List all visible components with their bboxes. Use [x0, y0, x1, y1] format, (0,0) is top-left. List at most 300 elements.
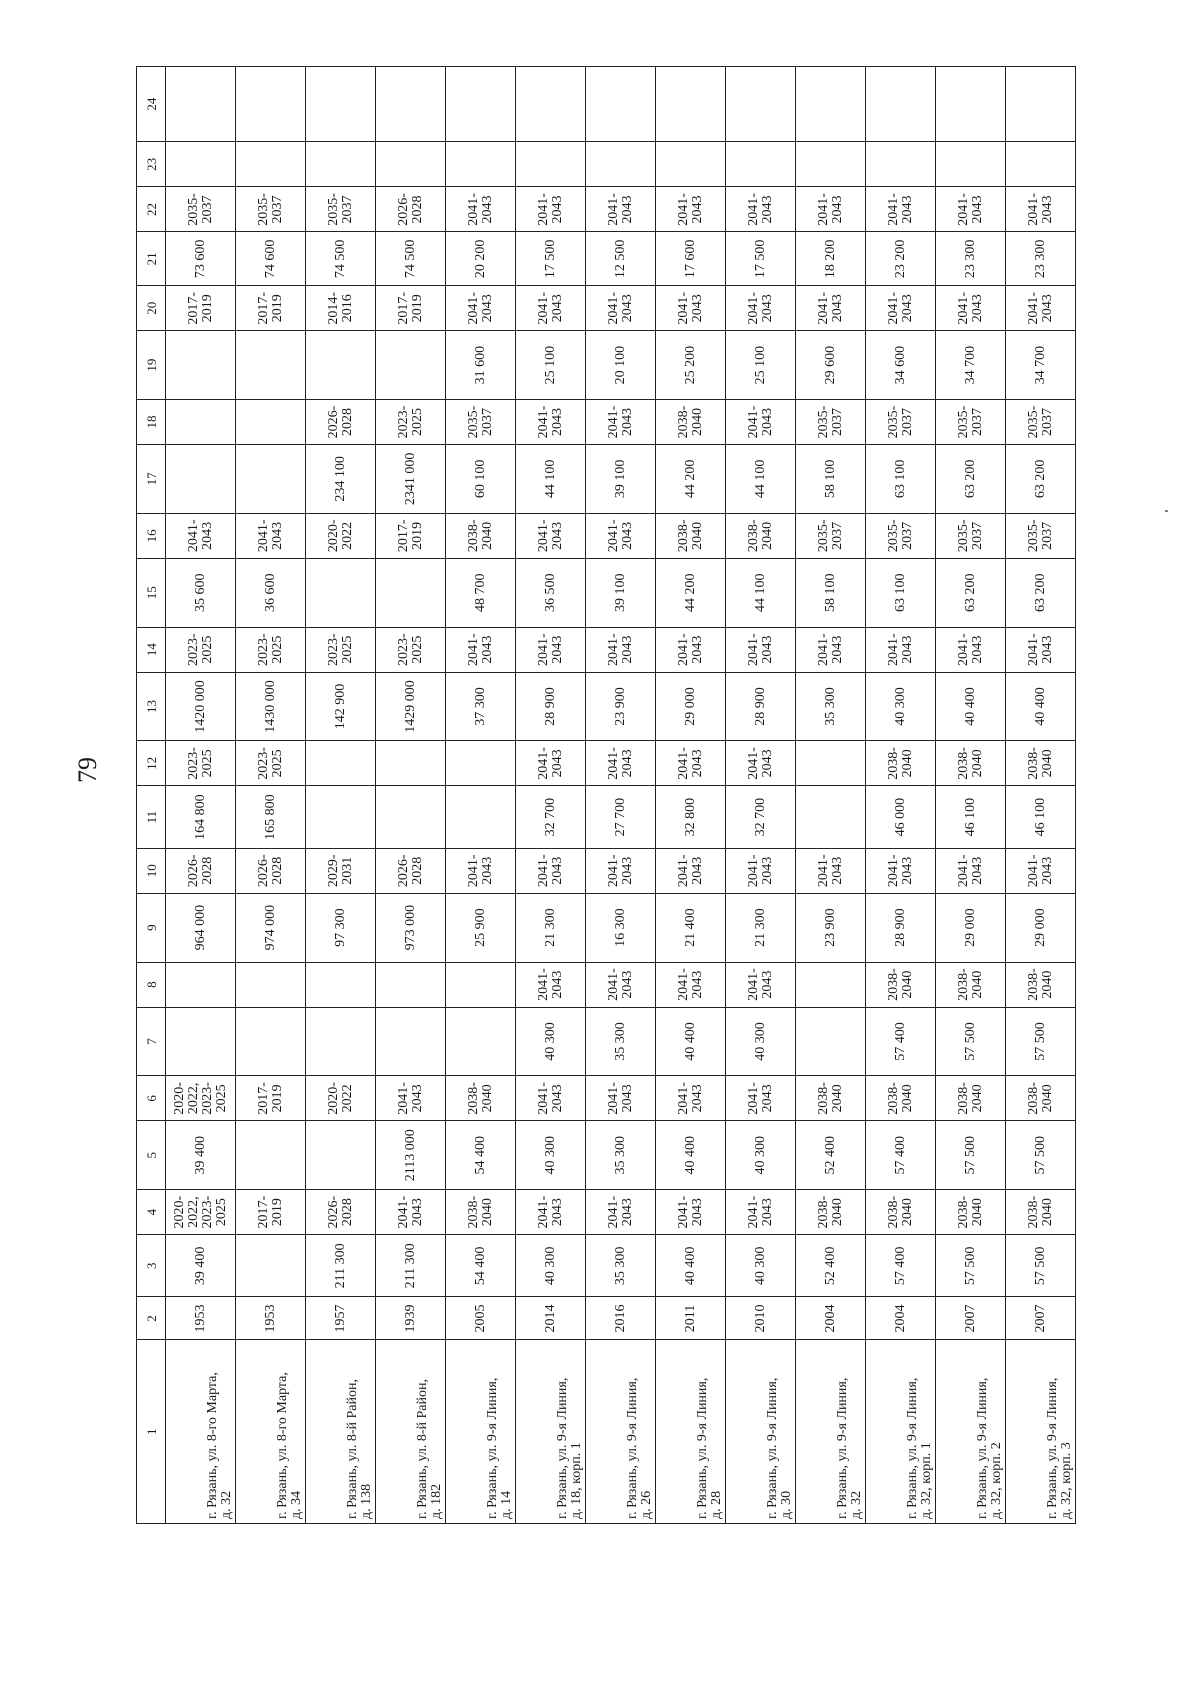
- table-cell: 28 900: [866, 893, 936, 962]
- table-cell: 2041- 2043: [516, 962, 586, 1007]
- table-cell: 2041- 2043: [586, 741, 656, 786]
- address-cell: г. Рязань, ул. 9-я Линия, д. 14: [446, 1340, 516, 1524]
- table-cell: 2035- 2037: [306, 187, 376, 232]
- table-cell: 40 300: [516, 1235, 586, 1297]
- table-cell: [166, 962, 236, 1007]
- table-cell: 2041- 2043: [1006, 286, 1076, 331]
- table-cell: [376, 67, 446, 142]
- table-cell: 2041- 2043: [516, 187, 586, 232]
- table-cell: 2023- 2025: [376, 399, 446, 444]
- table-cell: 21 300: [516, 893, 586, 962]
- table-cell: 2014- 2016: [306, 286, 376, 331]
- table-cell: 234 100: [306, 445, 376, 514]
- table-cell: 52 400: [796, 1121, 866, 1190]
- table-cell: 2035- 2037: [1006, 513, 1076, 558]
- table-cell: [796, 1007, 866, 1076]
- table-cell: 2026- 2028: [376, 187, 446, 232]
- table-cell: 36 500: [516, 558, 586, 627]
- table-cell: 2041- 2043: [656, 1076, 726, 1121]
- table-cell: 44 200: [656, 445, 726, 514]
- column-number-header: 23: [137, 142, 166, 187]
- table-cell: 2038- 2040: [1006, 962, 1076, 1007]
- table-cell: 2041- 2043: [516, 627, 586, 672]
- table-cell: [166, 331, 236, 400]
- table-cell: 34 700: [1006, 331, 1076, 400]
- table-cell: 2041- 2043: [656, 741, 726, 786]
- table-cell: 46 100: [1006, 786, 1076, 848]
- column-number-header: 11: [137, 786, 166, 848]
- table-cell: [796, 142, 866, 187]
- table-cell: 40 300: [726, 1121, 796, 1190]
- address-cell: г. Рязань, ул. 9-я Линия, д. 18, корп. 1: [516, 1340, 586, 1524]
- table-cell: 2041- 2043: [936, 286, 1006, 331]
- table-cell: [376, 1007, 446, 1076]
- table-cell: 2041- 2043: [1006, 187, 1076, 232]
- table-cell: 40 400: [936, 672, 1006, 741]
- table-cell: 40 400: [656, 1235, 726, 1297]
- table-cell: [236, 142, 306, 187]
- table-cell: 20 100: [586, 331, 656, 400]
- table-row: [516, 67, 586, 1524]
- table-cell: [936, 67, 1006, 142]
- table-cell: [306, 331, 376, 400]
- table-cell: 2041- 2043: [586, 627, 656, 672]
- table-cell: 2023- 2025: [236, 627, 306, 672]
- table-cell: [656, 67, 726, 142]
- table-cell: 2041- 2043: [936, 848, 1006, 893]
- table-cell: 2026- 2028: [236, 848, 306, 893]
- column-number-header: 16: [137, 513, 166, 558]
- table-cell: 2035- 2037: [1006, 399, 1076, 444]
- table-cell: 31 600: [446, 331, 516, 400]
- table-cell: 44 100: [726, 445, 796, 514]
- table-cell: 2035- 2037: [936, 513, 1006, 558]
- table-cell: 2041- 2043: [446, 627, 516, 672]
- table-cell: 40 300: [516, 1121, 586, 1190]
- table-cell: [166, 399, 236, 444]
- scan-speck: [1165, 510, 1168, 512]
- table-cell: 2007: [936, 1297, 1006, 1340]
- table-cell: 44 200: [656, 558, 726, 627]
- address-cell: г. Рязань, ул. 9-я Линия, д. 32, корп. 2: [936, 1340, 1006, 1524]
- table-cell: 63 100: [866, 445, 936, 514]
- table-cell: 27 700: [586, 786, 656, 848]
- table-cell: 36 600: [236, 558, 306, 627]
- table-cell: 2017- 2019: [236, 286, 306, 331]
- housing-repair-table: [136, 66, 1076, 1524]
- table-cell: 35 300: [586, 1121, 656, 1190]
- table-cell: 37 300: [446, 672, 516, 741]
- column-number-header: 9: [137, 893, 166, 962]
- table-cell: 63 200: [936, 445, 1006, 514]
- address-cell: г. Рязань, ул. 9-я Линия, д. 32, корп. 3: [1006, 1340, 1076, 1524]
- table-cell: 2041- 2043: [586, 1076, 656, 1121]
- table-cell: 40 300: [866, 672, 936, 741]
- table-cell: [516, 142, 586, 187]
- table-cell: 25 900: [446, 893, 516, 962]
- table-cell: 1953: [236, 1297, 306, 1340]
- address-cell: г. Рязань, ул. 9-я Линия, д. 32, корп. 1: [866, 1340, 936, 1524]
- table-cell: 2038- 2040: [936, 1190, 1006, 1235]
- table-cell: 1429 000: [376, 672, 446, 741]
- table-cell: 2341 000: [376, 445, 446, 514]
- table-cell: [376, 786, 446, 848]
- table-cell: 2041- 2043: [726, 399, 796, 444]
- table-cell: [376, 558, 446, 627]
- table-cell: 2035- 2037: [796, 399, 866, 444]
- table-cell: 39 100: [586, 445, 656, 514]
- table-cell: 2017- 2019: [166, 286, 236, 331]
- table-cell: 35 300: [796, 672, 866, 741]
- table-cell: 32 700: [726, 786, 796, 848]
- table-cell: 964 000: [166, 893, 236, 962]
- table-cell: [236, 1007, 306, 1076]
- table-cell: 2026- 2028: [376, 848, 446, 893]
- column-number-header: 20: [137, 286, 166, 331]
- table-cell: 2038- 2040: [796, 1076, 866, 1121]
- table-cell: [866, 67, 936, 142]
- table-cell: 2041- 2043: [656, 286, 726, 331]
- column-number-header: 15: [137, 558, 166, 627]
- address-cell: г. Рязань, ул. 9-я Линия, д. 28: [656, 1340, 726, 1524]
- table-cell: 2038- 2040: [866, 962, 936, 1007]
- table-cell: 28 900: [516, 672, 586, 741]
- table-cell: 2041- 2043: [516, 513, 586, 558]
- table-cell: 2041- 2043: [516, 286, 586, 331]
- table-cell: 54 400: [446, 1235, 516, 1297]
- table-cell: [1006, 142, 1076, 187]
- table-cell: 1957: [306, 1297, 376, 1340]
- table-cell: 35 300: [586, 1235, 656, 1297]
- table-cell: [656, 142, 726, 187]
- table-cell: 57 500: [1006, 1121, 1076, 1190]
- table-cell: [166, 1007, 236, 1076]
- table-cell: [236, 1121, 306, 1190]
- table-cell: [236, 962, 306, 1007]
- table-cell: [586, 67, 656, 142]
- table-cell: 39 400: [166, 1235, 236, 1297]
- column-number-header: 6: [137, 1076, 166, 1121]
- table-cell: 2041- 2043: [516, 1076, 586, 1121]
- table-row: [236, 67, 306, 1524]
- table-cell: [796, 741, 866, 786]
- table-cell: 20 200: [446, 232, 516, 286]
- table-cell: 2017- 2019: [376, 286, 446, 331]
- address-cell: г. Рязань, ул. 8-го Марта, д. 34: [236, 1340, 306, 1524]
- table-cell: 2038- 2040: [866, 741, 936, 786]
- table-cell: 2041- 2043: [936, 187, 1006, 232]
- table-cell: 2041- 2043: [586, 187, 656, 232]
- table-cell: 2041- 2043: [236, 513, 306, 558]
- table-cell: 2011: [656, 1297, 726, 1340]
- table-cell: [306, 786, 376, 848]
- table-cell: 74 500: [306, 232, 376, 286]
- table-cell: 2041- 2043: [726, 848, 796, 893]
- table-cell: 2020- 2022: [306, 513, 376, 558]
- table-cell: 2038- 2040: [866, 1190, 936, 1235]
- table-cell: 2038- 2040: [656, 399, 726, 444]
- table-cell: 46 000: [866, 786, 936, 848]
- column-number-header: 12: [137, 741, 166, 786]
- table-cell: 23 200: [866, 232, 936, 286]
- table-cell: 40 400: [1006, 672, 1076, 741]
- table-cell: 2020- 2022, 2023- 2025: [166, 1190, 236, 1235]
- table-cell: [236, 67, 306, 142]
- table-cell: 2041- 2043: [376, 1190, 446, 1235]
- table-cell: 2041- 2043: [656, 1190, 726, 1235]
- table-cell: 2026- 2028: [306, 399, 376, 444]
- table-cell: [446, 67, 516, 142]
- table-cell: 74 500: [376, 232, 446, 286]
- table-cell: [376, 741, 446, 786]
- table-cell: 974 000: [236, 893, 306, 962]
- table-cell: 34 600: [866, 331, 936, 400]
- table-cell: 28 900: [726, 672, 796, 741]
- table-cell: [166, 445, 236, 514]
- table-cell: [796, 67, 866, 142]
- table-cell: 60 100: [446, 445, 516, 514]
- table-cell: 2017- 2019: [376, 513, 446, 558]
- table-cell: 29 000: [656, 672, 726, 741]
- table-cell: 2041- 2043: [586, 513, 656, 558]
- column-number-header: 4: [137, 1190, 166, 1235]
- table-cell: 1953: [166, 1297, 236, 1340]
- table-cell: 17 600: [656, 232, 726, 286]
- table-cell: [866, 142, 936, 187]
- table-cell: [376, 962, 446, 1007]
- table-cell: 12 500: [586, 232, 656, 286]
- table-cell: 2113 000: [376, 1121, 446, 1190]
- table-cell: 2041- 2043: [796, 187, 866, 232]
- page-number: 79: [73, 757, 102, 783]
- table-cell: 25 100: [516, 331, 586, 400]
- table-cell: 40 300: [726, 1235, 796, 1297]
- table-cell: 2038- 2040: [446, 513, 516, 558]
- table-cell: 2041- 2043: [796, 286, 866, 331]
- table-cell: 2041- 2043: [656, 187, 726, 232]
- column-number-header: 13: [137, 672, 166, 741]
- table-cell: 21 400: [656, 893, 726, 962]
- table-cell: 2038- 2040: [796, 1190, 866, 1235]
- table-cell: 2041- 2043: [376, 1076, 446, 1121]
- table-cell: 2041- 2043: [586, 286, 656, 331]
- column-number-header: 18: [137, 399, 166, 444]
- column-number-header: 8: [137, 962, 166, 1007]
- table-cell: [1006, 67, 1076, 142]
- table-cell: 17 500: [726, 232, 796, 286]
- table-cell: 2041- 2043: [796, 627, 866, 672]
- table-cell: [306, 67, 376, 142]
- table-cell: [306, 962, 376, 1007]
- table-cell: 2017- 2019: [236, 1190, 306, 1235]
- table-cell: 2041- 2043: [656, 848, 726, 893]
- table-cell: 46 100: [936, 786, 1006, 848]
- table-cell: 2041- 2043: [446, 286, 516, 331]
- table-cell: 2038- 2040: [936, 1076, 1006, 1121]
- table-row: [376, 67, 446, 1524]
- table-cell: 164 800: [166, 786, 236, 848]
- table-cell: 2041- 2043: [516, 399, 586, 444]
- table-cell: 34 700: [936, 331, 1006, 400]
- table-cell: 1430 000: [236, 672, 306, 741]
- table-cell: 973 000: [376, 893, 446, 962]
- table-cell: [726, 142, 796, 187]
- table-cell: 2041- 2043: [656, 627, 726, 672]
- table-cell: 35 300: [586, 1007, 656, 1076]
- table-cell: [446, 741, 516, 786]
- table-cell: 17 500: [516, 232, 586, 286]
- rotated-table-container: [136, 66, 1076, 1524]
- table-cell: 2035- 2037: [866, 399, 936, 444]
- table-cell: 2041- 2043: [586, 399, 656, 444]
- table-cell: [446, 786, 516, 848]
- table-cell: 2041- 2043: [726, 962, 796, 1007]
- table-row: [726, 67, 796, 1524]
- table-cell: 2041- 2043: [866, 187, 936, 232]
- table-cell: 2023- 2025: [236, 741, 306, 786]
- table-cell: 2041- 2043: [726, 1076, 796, 1121]
- address-cell: г. Рязань, ул. 8-й Район, д. 138: [306, 1340, 376, 1524]
- table-cell: 2038- 2040: [446, 1190, 516, 1235]
- table-cell: 39 400: [166, 1121, 236, 1190]
- table-cell: 23 300: [936, 232, 1006, 286]
- table-cell: [236, 331, 306, 400]
- table-cell: 2020- 2022, 2023- 2025: [166, 1076, 236, 1121]
- table-cell: 16 300: [586, 893, 656, 962]
- table-cell: 2016: [586, 1297, 656, 1340]
- table-cell: 2026- 2028: [166, 848, 236, 893]
- table-cell: 142 900: [306, 672, 376, 741]
- address-cell: г. Рязань, ул. 9-я Линия, д. 32: [796, 1340, 866, 1524]
- table-row: [166, 67, 236, 1524]
- table-row: [936, 67, 1006, 1524]
- table-cell: 48 700: [446, 558, 516, 627]
- column-number-header: 5: [137, 1121, 166, 1190]
- table-cell: [516, 67, 586, 142]
- table-cell: [306, 1121, 376, 1190]
- table-cell: [796, 786, 866, 848]
- table-cell: 25 100: [726, 331, 796, 400]
- table-cell: 29 000: [1006, 893, 1076, 962]
- table-cell: 2038- 2040: [866, 1076, 936, 1121]
- table-row: [446, 67, 516, 1524]
- table-cell: 21 300: [726, 893, 796, 962]
- address-cell: г. Рязань, ул. 8-го Марта, д. 32: [166, 1340, 236, 1524]
- table-cell: 2041- 2043: [656, 962, 726, 1007]
- table-cell: 74 600: [236, 232, 306, 286]
- table-cell: 40 400: [656, 1121, 726, 1190]
- table-cell: 44 100: [726, 558, 796, 627]
- table-cell: 58 100: [796, 445, 866, 514]
- table-cell: 23 900: [586, 672, 656, 741]
- table-cell: 63 200: [1006, 445, 1076, 514]
- table-header-row: [137, 67, 166, 1524]
- table-cell: 57 400: [866, 1235, 936, 1297]
- table-cell: 2038- 2040: [936, 741, 1006, 786]
- table-cell: 2038- 2040: [446, 1076, 516, 1121]
- table-cell: 2041- 2043: [586, 962, 656, 1007]
- column-number-header: 1: [137, 1340, 166, 1524]
- table-cell: 57 500: [1006, 1007, 1076, 1076]
- column-number-header: 22: [137, 187, 166, 232]
- table-cell: 2038- 2040: [1006, 1076, 1076, 1121]
- table-row: [656, 67, 726, 1524]
- column-number-header: 7: [137, 1007, 166, 1076]
- column-number-header: 14: [137, 627, 166, 672]
- table-cell: [376, 331, 446, 400]
- address-cell: г. Рязань, ул. 9-я Линия, д. 26: [586, 1340, 656, 1524]
- table-cell: 2035- 2037: [446, 399, 516, 444]
- table-cell: 2038- 2040: [936, 962, 1006, 1007]
- table-cell: 32 800: [656, 786, 726, 848]
- table-cell: 2041- 2043: [1006, 627, 1076, 672]
- table-cell: 39 100: [586, 558, 656, 627]
- table-cell: 2035- 2037: [236, 187, 306, 232]
- table-cell: [166, 142, 236, 187]
- table-cell: 57 500: [936, 1121, 1006, 1190]
- table-cell: 32 700: [516, 786, 586, 848]
- table-cell: 52 400: [796, 1235, 866, 1297]
- table-cell: 2041- 2043: [446, 848, 516, 893]
- table-cell: [306, 558, 376, 627]
- table-cell: 2035- 2037: [866, 513, 936, 558]
- table-cell: 57 500: [1006, 1235, 1076, 1297]
- table-row: [866, 67, 936, 1524]
- table-cell: 2023- 2025: [166, 741, 236, 786]
- table-cell: 2017- 2019: [236, 1076, 306, 1121]
- table-cell: [306, 1007, 376, 1076]
- table-cell: [586, 142, 656, 187]
- table-cell: [166, 67, 236, 142]
- table-cell: 25 200: [656, 331, 726, 400]
- table-cell: 40 400: [656, 1007, 726, 1076]
- table-cell: 2041- 2043: [516, 1190, 586, 1235]
- table-cell: 29 600: [796, 331, 866, 400]
- table-cell: 2035- 2037: [796, 513, 866, 558]
- table-cell: [726, 67, 796, 142]
- table-cell: 2020- 2022: [306, 1076, 376, 1121]
- table-cell: [236, 445, 306, 514]
- table-cell: 2041- 2043: [726, 741, 796, 786]
- table-cell: 211 300: [376, 1235, 446, 1297]
- table-cell: 35 600: [166, 558, 236, 627]
- table-cell: 57 500: [936, 1235, 1006, 1297]
- address-cell: г. Рязань, ул. 8-й Район, д. 182: [376, 1340, 446, 1524]
- table-cell: 165 800: [236, 786, 306, 848]
- table-cell: [236, 399, 306, 444]
- table-cell: 2041- 2043: [936, 627, 1006, 672]
- table-cell: 1939: [376, 1297, 446, 1340]
- table-cell: 2014: [516, 1297, 586, 1340]
- table-cell: 2005: [446, 1297, 516, 1340]
- table-cell: 2007: [1006, 1297, 1076, 1340]
- table-row: [306, 67, 376, 1524]
- table-cell: 2041- 2043: [726, 627, 796, 672]
- table-cell: 2041- 2043: [586, 1190, 656, 1235]
- table-cell: [936, 142, 1006, 187]
- table-row: [796, 67, 866, 1524]
- table-cell: 2035- 2037: [166, 187, 236, 232]
- address-cell: г. Рязань, ул. 9-я Линия, д. 30: [726, 1340, 796, 1524]
- table-cell: 2023- 2025: [166, 627, 236, 672]
- table-cell: 57 400: [866, 1121, 936, 1190]
- table-cell: 2041- 2043: [866, 627, 936, 672]
- table-cell: 2041- 2043: [726, 1190, 796, 1235]
- table-cell: 2004: [866, 1297, 936, 1340]
- table-cell: 2041- 2043: [446, 187, 516, 232]
- table-cell: 23 300: [1006, 232, 1076, 286]
- table-cell: [376, 142, 446, 187]
